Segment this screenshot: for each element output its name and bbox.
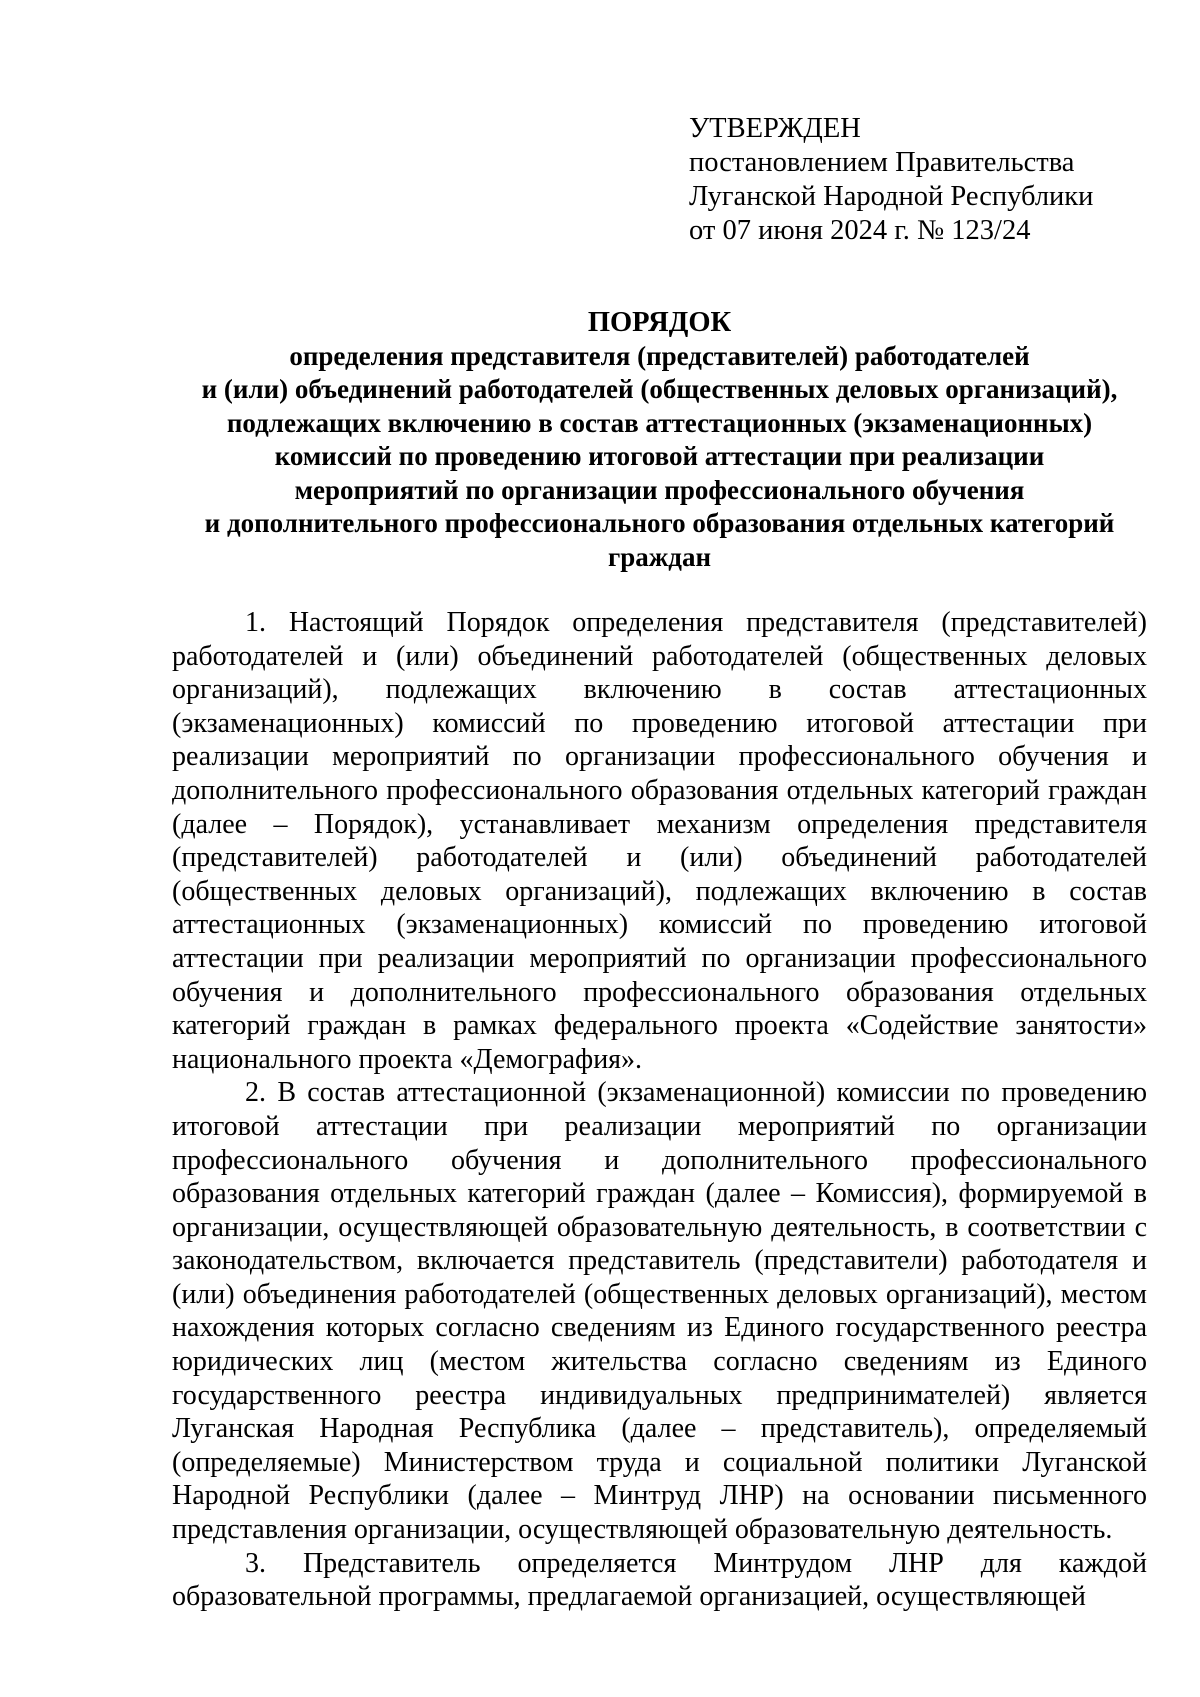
approval-heading: УТВЕРЖДЕН (689, 113, 861, 144)
approval-date-number: от 07 июня 2024 г. № 123/24 (689, 215, 1031, 246)
approval-stamp (689, 112, 1149, 248)
title-line: и (или) объединений работодателей (общественных деловых организаций), (201, 374, 1118, 404)
document-body (172, 606, 1147, 1614)
title-line: комиссий по проведению итоговой аттестации при реализации (274, 441, 1045, 471)
title-line: определения представителя (представителей) работодателей (289, 340, 1030, 371)
document-title (172, 306, 1147, 574)
title-line: подлежащих включению в состав аттестационных (экзаменационных) (226, 407, 1093, 438)
title-line: мероприятий по организации профессионального обучения (294, 474, 1025, 505)
title-line: и дополнительного профессионального образования отдельных категорий (204, 508, 1115, 538)
paragraph-1: 1. Настоящий Порядок определения представителя (представителей) работодателей и (или) объединений работодателей (общественных деловых организаций), подлежащих включению в состав аттестационных (экзаменационных) комиссий по проведению итоговой аттестации при реализации мероприятий по организации профессионального обучения и дополнительного профессионального образования отдельных категорий граждан (далее – Порядок), устанавливает механизм определения представителя (представителей) работодателей и (или) объединений работодателей (общественных деловых организаций), подлежащих включению в состав аттестационных (экзаменационных) комиссий по проведению итоговой аттестации при реализации мероприятий по организации профессионального обучения и дополнительного профессионального образования отдельных категорий граждан в рамках федерального проекта «Содействие занятости» национального проекта «Демография». (172, 607, 1147, 1075)
paragraph-2: 2. В состав аттестационной (экзаменационной) комиссии по проведению итоговой аттестации при реализации мероприятий по организации профессионального обучения и дополнительного профессионального образования отдельных категорий граждан (далее – Комиссия), формируемой в организации, осуществляющей образовательную деятельность, в соответствии с законодательством, включается представитель (представители) работодателя и (или) объединения работодателей (общественных деловых организаций), местом нахождения которых согласно сведениям из Единого государственного реестра юридических лиц (местом жительства согласно сведениям из Единого государственного реестра индивидуальных предпринимателей) является Луганская Народная Республика (далее – представитель), определяемый (определяемые) Министерством труда и социальной политики Луганской Народной Республики (далее – Минтруд ЛНР) на основании письменного представления организации, осуществляющей образовательную деятельность. (172, 1077, 1147, 1546)
paragraph-3: 3. Представитель определяется Минтрудом ЛНР для каждой образовательной программы, предлагаемой организацией, осуществляющей (172, 1547, 1147, 1613)
title-main: ПОРЯДОК (587, 307, 732, 338)
title-line: граждан (607, 541, 712, 572)
approval-line: постановлением Правительства (689, 147, 1075, 178)
approval-line: Луганской Народной Республики (689, 181, 1094, 212)
